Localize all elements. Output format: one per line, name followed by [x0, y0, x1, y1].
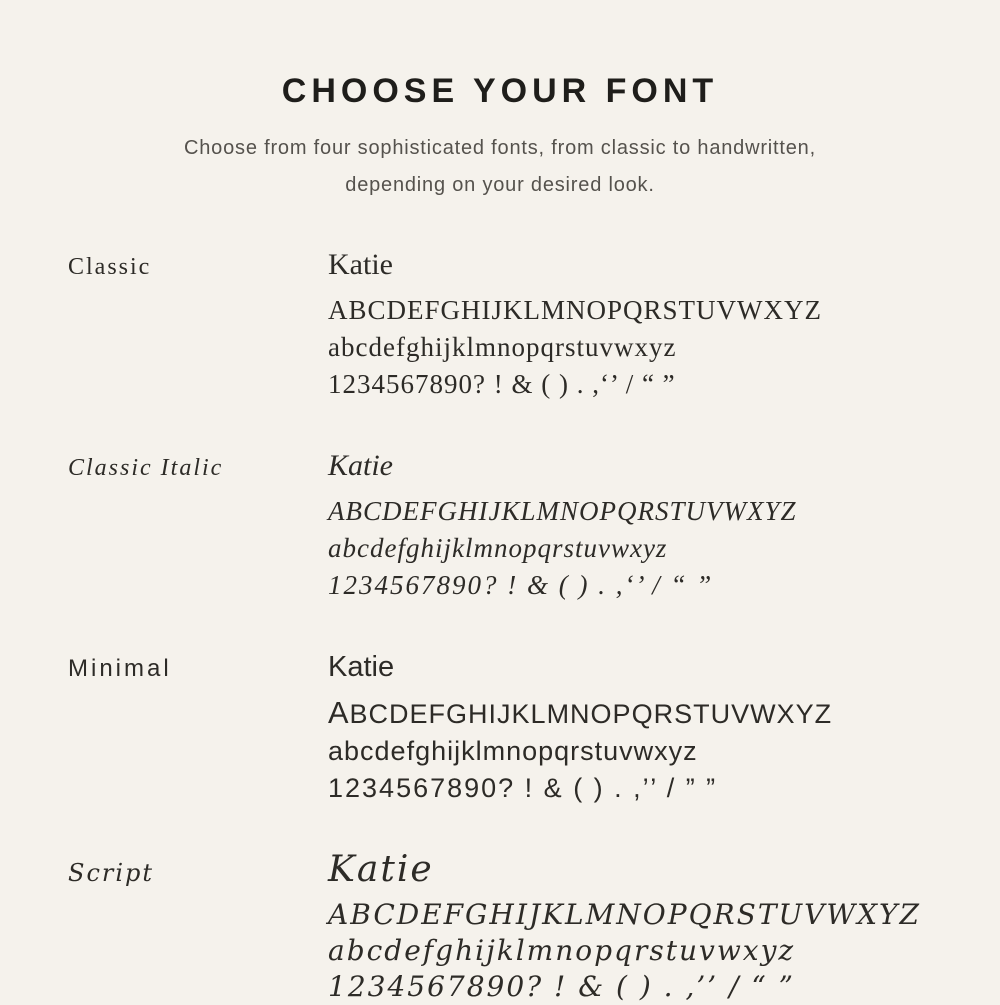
font-sample-classic-italic: [328, 449, 1000, 604]
page-subtitle-line-2: depending on your desired look.: [345, 174, 655, 196]
font-sample-script: [328, 849, 1000, 1005]
font-sample-classic: [328, 248, 1000, 403]
font-lowercase-line: abcdefghijklmnopqrstuvwxyz: [328, 332, 677, 362]
font-lowercase-line: abcdefghijklmnopqrstuvwxyz: [328, 736, 698, 766]
font-label-classic: Classic: [68, 254, 152, 280]
font-sample-name: Katie: [328, 449, 393, 482]
font-label-script: Script: [68, 859, 155, 887]
font-numerals-line: 1234567890? ! & ( ) . ,’’ / “ ”: [328, 970, 795, 1003]
font-lowercase-line: abcdefghijklmnopqrstuvwxyz: [328, 533, 668, 563]
font-row-script: [0, 849, 1000, 1005]
font-row-minimal: [0, 650, 1000, 807]
page-header: [0, 74, 1000, 204]
font-uppercase-line: ABCDEFGHIJKLMNOPQRSTUVWXYZ: [328, 496, 797, 526]
font-label-minimal: Minimal: [68, 655, 172, 682]
font-lowercase-line: abcdefghijklmnopqrstuvwxyz: [328, 934, 796, 967]
font-list: [0, 248, 1000, 1005]
font-numerals-line: 1234567890? ! & ( ) . ,‘’ / “ ”: [328, 570, 714, 600]
page-subtitle: [0, 130, 1000, 204]
font-sample-name: Katie: [328, 651, 395, 683]
font-row-classic-italic: [0, 449, 1000, 604]
page-subtitle-line-1: Choose from four sophisticated fonts, from classic to handwritten,: [184, 137, 816, 159]
font-numerals-line: 1234567890? ! & ( ) . ,‘’ / “ ”: [328, 369, 676, 399]
font-label-classic-italic: Classic Italic: [68, 455, 224, 481]
font-uppercase-line: ABCDEFGHIJKLMNOPQRSTUVWXYZ: [328, 695, 833, 730]
font-row-classic: [0, 248, 1000, 403]
font-sample-minimal: [328, 650, 1000, 807]
font-numerals-line: 1234567890? ! & ( ) . ,’’ / ” ”: [328, 773, 718, 803]
font-uppercase-line: ABCDEFGHIJKLMNOPQRSTUVWXYZ: [328, 898, 921, 931]
font-uppercase-line: ABCDEFGHIJKLMNOPQRSTUVWXYZ: [328, 295, 823, 325]
page-title: CHOOSE YOUR FONT: [281, 72, 719, 110]
font-sample-name: Katie: [328, 248, 393, 281]
font-sample-name: Katie: [328, 849, 434, 890]
